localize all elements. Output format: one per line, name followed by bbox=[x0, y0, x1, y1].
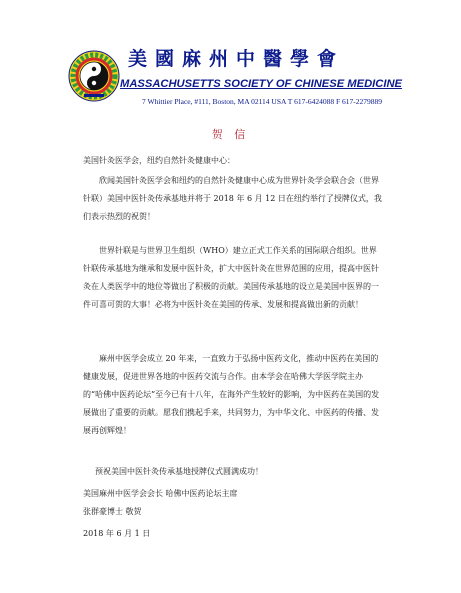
paragraph-text: 麻州中医学会成立 20 年来，一直致力于弘扬中医药文化，推动中医药在美国的健康发展，促进世界各地的中医药交流与合作。由本学会在哈佛大学医学院主办的“哈佛中医药论坛”至今已有十八年，在海外产生较好的影响，为中医药在美国的发展做出了重要的贡献。愿我们携起手来，共同努力，为中华文化、中医药的传播、发展再创辉煌！ bbox=[83, 354, 380, 435]
signature-org: 美国麻州中医学会会长 哈佛中医药论坛主席 bbox=[83, 489, 238, 498]
letter-title: 贺 信 bbox=[211, 128, 250, 141]
paragraph-text: 世界针联是与世界卫生组织（WHO）建立正式工作关系的国际联合组织。世界针联传承基地为继承和发展中医针灸，扩大中医针灸在世界范围的应用，提高中医针灸在人类医学中的地位等做出了积极的贡献。美国传承基地的设立是美国中医界的一件可喜可贺的大事！必将为中医针灸在美国的传承、发展和提高做出新的贡献！ bbox=[83, 246, 379, 309]
greeting-line: 美国针灸医学会，纽约自然针灸健康中心： bbox=[83, 156, 235, 165]
paragraph-text: 欣闻美国针灸医学会和纽约的自然针灸健康中心成为世界针灸学会联合会（世界针联）美国中医针灸传承基地并将于 2018 年 6 月 12 日在纽约举行了授牌仪式，我们表示热烈的祝贺！ bbox=[83, 176, 382, 221]
letter-paragraph-2 bbox=[83, 242, 383, 314]
letter-closing bbox=[83, 463, 383, 481]
closing-line: 预祝美国中医针灸传承基地授牌仪式圆满成功！ bbox=[95, 467, 263, 476]
signature-block bbox=[83, 485, 383, 543]
letter-paragraph-3 bbox=[83, 350, 383, 440]
org-name-en: MASSACHUSETTS SOCIETY OF CHINESE MEDICINE bbox=[120, 78, 402, 90]
org-name-cn: 美國麻州中醫學會 bbox=[128, 48, 345, 70]
letter-paragraph-1 bbox=[83, 172, 383, 226]
letterhead bbox=[0, 0, 461, 130]
letter-date: 2018 年 6 月 1 日 bbox=[83, 529, 151, 538]
signature-name: 张群豪博士 敬贺 bbox=[83, 507, 142, 516]
yin-yang-seal-icon bbox=[68, 50, 120, 102]
letter-greeting bbox=[83, 152, 383, 170]
org-address: 7 Whittier Place, #111, Boston, MA 02114 USA T 617-6424088 F 617-2279889 bbox=[142, 97, 383, 106]
